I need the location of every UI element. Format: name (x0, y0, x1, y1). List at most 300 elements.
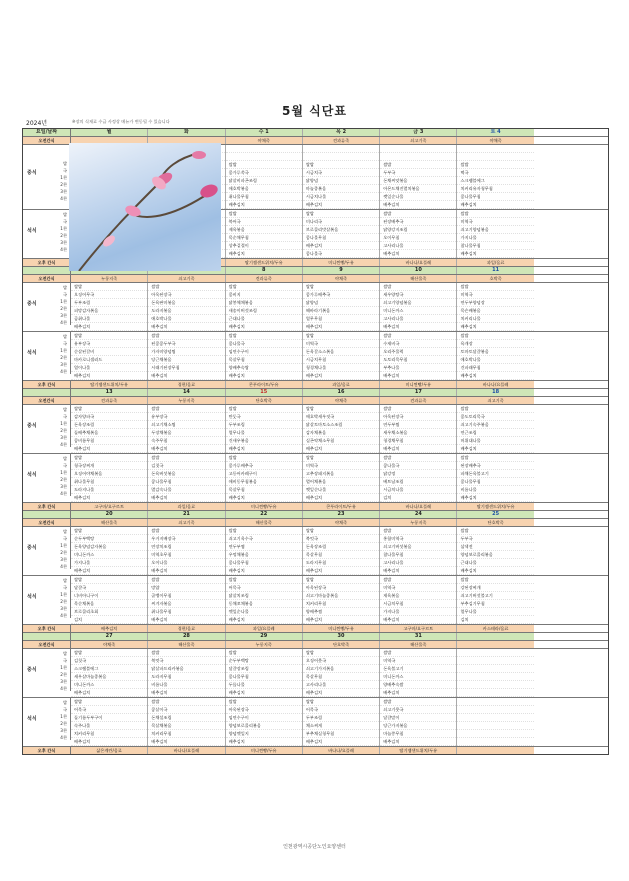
menu-item: 배추김치 (148, 494, 224, 502)
menu-item: 깻잎순나물 (380, 193, 456, 201)
menu-item: 배추김치 (71, 567, 147, 575)
dinner-block (23, 576, 608, 625)
menu-item: 두릅나물 (226, 681, 302, 689)
menu-item: 쌀밥 (148, 698, 224, 706)
dinner-day-cell (303, 454, 380, 502)
meal-line-label: 3찬 (60, 606, 67, 611)
menu-item: 달걀장조림 (226, 665, 302, 673)
dinner-label: 석식 (27, 472, 37, 478)
menu-item: 배추김치 (303, 494, 379, 502)
menu-item: 배추김치 (226, 494, 302, 502)
menu-item: 배추김치 (380, 250, 456, 258)
meal-line-label: 밥 (62, 285, 67, 290)
menu-item: 닭양념 (303, 299, 379, 307)
menu-item: 쇠고기마늘종볶음 (303, 592, 379, 600)
day-header: 13 (71, 389, 148, 396)
day-header: 25 (457, 511, 533, 518)
menu-item: 열무나물 (457, 608, 533, 616)
menu-item: 스크램블에그 (71, 665, 147, 673)
menu-item (303, 145, 379, 153)
morning-snack-cell: 야채죽 (457, 137, 533, 144)
meal-line-label (60, 146, 67, 153)
menu-item: 청경채무침 (380, 437, 456, 445)
menu-item: 닭살토마토소스조림 (303, 421, 379, 429)
afternoon-snack-cell: 바나나/요플레 (148, 747, 225, 754)
menu-item: 애호박새우젓국 (303, 413, 379, 421)
year-label: 2024년 (26, 120, 48, 127)
menu-item: 닭살치조림 (226, 592, 302, 600)
meal-line-label: 1찬 (60, 299, 67, 304)
menu-item: 쌀밥 (380, 649, 456, 657)
menu-item: 시금치국 (303, 169, 379, 177)
menu-item: 배추김치 (380, 689, 456, 697)
menu-item: 북어국 (226, 218, 302, 226)
menu-item: 애호박볶음 (226, 185, 302, 193)
menu-item: 순두부백탕 (226, 657, 302, 665)
dinner-day-cell (303, 332, 380, 380)
menu-item: 마늘쫑무침 (380, 730, 456, 738)
menu-item: 배추김치 (226, 323, 302, 331)
menu-item: 연장치조림 (148, 543, 224, 551)
morning-snack-cell: 견과류죽 (71, 397, 148, 404)
menu-item: 우엉채볶음 (226, 551, 302, 559)
lunch-label-cell (23, 283, 71, 325)
menu-item: 브로콜리초회 (71, 608, 147, 616)
menu-item: 배추김치 (380, 616, 456, 624)
menu-item: 양배추숙쌈 (380, 681, 456, 689)
meal-line-labels (60, 455, 67, 496)
morning-snack-label: 오전간식 (23, 275, 71, 282)
morning-snack-cell: 호박죽 (457, 275, 533, 282)
menu-item: 쌀밥 (303, 332, 379, 340)
menu-item: 새송이버섯조림 (226, 307, 302, 315)
menu-item (226, 153, 302, 161)
menu-item: 배추김치 (226, 616, 302, 624)
menu-item: 두부조림 (303, 714, 379, 722)
menu-item: 된장배추국 (457, 462, 533, 470)
menu-item: 연두부찜 (380, 421, 456, 429)
dinner-block (23, 454, 608, 503)
menu-item: 임연수구이 (226, 714, 302, 722)
afternoon-snack-cell: 과일/음료 (148, 503, 225, 510)
menu-item: 쌀밥 (457, 454, 533, 462)
afternoon-snack-cell: 딸기잼샌드위치/두유 (226, 259, 303, 266)
menu-item: 오징어무국 (71, 291, 147, 299)
meal-line-label: 2찬 (60, 233, 67, 238)
menu-item (457, 657, 533, 665)
menu-item: 두장채볶음 (148, 429, 224, 437)
menu-item: 쌀밥 (148, 527, 224, 535)
lunch-day-cell (457, 405, 533, 453)
meal-line-label: 4찬 (60, 613, 67, 618)
meal-line-label: 3찬 (60, 679, 67, 684)
menu-item: 순살된갈비 (71, 348, 147, 356)
meal-line-label: 3찬 (60, 728, 67, 733)
meal-line-label: 4찬 (60, 369, 67, 374)
menu-item: 고사리나물 (303, 681, 379, 689)
morning-snack-label: 오전간식 (23, 397, 71, 404)
lunch-day-cell (303, 283, 380, 331)
morning-snack-row (23, 641, 608, 649)
menu-item: 청경채나물 (303, 364, 379, 372)
menu-item: 배추김치 (148, 372, 224, 380)
dinner-day-cell (148, 698, 225, 746)
menu-item (457, 730, 533, 738)
menu-item: 된장배추국 (380, 218, 456, 226)
dinner-day-cell (380, 698, 457, 746)
dinner-day-cell (71, 698, 148, 746)
menu-item: 쌀밥 (226, 527, 302, 535)
menu-item: 도토리묵무침 (380, 356, 456, 364)
menu-item: 도라지나물 (71, 486, 147, 494)
dinner-day-cell (303, 576, 380, 624)
menu-item: 쌀밥 (148, 649, 224, 657)
week-header-row (23, 633, 608, 641)
dinner-day-cell (226, 698, 303, 746)
menu-item: 순두부백탕 (71, 535, 147, 543)
afternoon-snack-cell: 경편/음료 (148, 381, 225, 388)
morning-snack-cell: 단호박죽 (226, 397, 303, 404)
lunch-day-cell (71, 405, 148, 453)
menu-item: 만둣국 (226, 413, 302, 421)
menu-item: 쌀밥 (303, 405, 379, 413)
menu-item: 머위대나물 (457, 437, 533, 445)
menu-item: 너비아니구이 (71, 592, 147, 600)
menu-item: 가지나물 (457, 234, 533, 242)
lunch-day-cell (226, 649, 303, 697)
lunch-day-cell (380, 405, 457, 453)
menu-item: 쇠고기가지볶음 (303, 665, 379, 673)
menu-item: 시래기된장무침 (148, 364, 224, 372)
menu-item (457, 681, 533, 689)
menu-item: 배추김치 (148, 738, 224, 746)
menu-item: 쌀밥 (380, 161, 456, 169)
day-header: 월 (71, 129, 148, 136)
morning-snack-cell: 견과류죽 (303, 137, 380, 144)
menu-item: 참나물무침 (457, 242, 533, 250)
meal-line-label: 2찬 (60, 599, 67, 604)
meal-line-label: 국 (62, 707, 67, 712)
menu-item: 돌배추채볶음 (71, 429, 147, 437)
afternoon-snack-cell: 바나나/요플레 (457, 381, 533, 388)
menu-item (457, 738, 533, 746)
menu-item (457, 153, 533, 161)
menu-item: 베트남조림 (380, 478, 456, 486)
menu-item: 돈채설조림 (148, 714, 224, 722)
menu-item: 쌀밥 (380, 698, 456, 706)
day-header (457, 633, 533, 640)
menu-item: 배추김치 (457, 372, 533, 380)
menu-item: 가지나물 (71, 559, 147, 567)
menu-item: 목살무침 (226, 486, 302, 494)
meal-line-label: 2찬 (60, 672, 67, 677)
afternoon-snack-cell: 미니찐빵/두유 (303, 625, 380, 632)
dinner-day-cell (380, 576, 457, 624)
meal-line-label: 2찬 (60, 428, 67, 433)
afternoon-snack-cell: 바나나/요플레 (303, 747, 380, 754)
meal-line-labels (60, 528, 67, 569)
lunch-label: 중식 (27, 423, 37, 429)
menu-item: 북엇국 (303, 535, 379, 543)
dinner-day-cell (226, 210, 303, 258)
menu-item: 쌀밥 (380, 210, 456, 218)
morning-snack-cell: 단호박죽 (457, 519, 533, 526)
morning-snack-row (23, 275, 608, 283)
menu-item: 양념보로콜리볶음 (226, 722, 302, 730)
morning-snack-cell: 해산물죽 (71, 519, 148, 526)
menu-item: 배추김치 (457, 323, 533, 331)
menu-item: 쌀밥 (148, 332, 224, 340)
day-header: 화 (148, 129, 225, 136)
day-header: 22 (226, 511, 303, 518)
menu-item: 목살채볶음 (148, 722, 224, 730)
menu-item: 쌀밥 (457, 210, 533, 218)
menu-item: 쇠고기채소찜 (148, 421, 224, 429)
lunch-label: 중식 (27, 301, 37, 307)
menu-item: 유부장국 (71, 340, 147, 348)
lunch-day-cell (380, 649, 457, 697)
day-header: 31 (380, 633, 457, 640)
menu-item: 배추김치 (380, 567, 456, 575)
day-header: 30 (303, 633, 380, 640)
menu-item: 배추김치 (71, 689, 147, 697)
menu-item: 목슨배볶음 (457, 307, 533, 315)
menu-item: 실곤약채소무침 (303, 437, 379, 445)
day-header: 21 (148, 511, 225, 518)
menu-item: 아욱된장국 (226, 706, 302, 714)
meal-line-label: 밥 (62, 212, 67, 217)
menu-item: 콩도토리묵국 (457, 413, 533, 421)
menu-item: 쌀밥 (380, 283, 456, 291)
menu-item: 쌀밥 (226, 649, 302, 657)
lunch-day-cell (380, 283, 457, 331)
menu-item: 양념깻잎지 (226, 730, 302, 738)
menu-item: 쌀밥 (71, 527, 147, 535)
meal-line-label: 2찬 (60, 721, 67, 726)
meal-line-label: 1찬 (60, 175, 67, 180)
menu-item: 파채돈육불고기 (457, 470, 533, 478)
morning-snack-cell: 누룽지죽 (380, 519, 457, 526)
menu-item: 시금치무침 (303, 356, 379, 364)
menu-item: 열무나물 (226, 429, 302, 437)
menu-item: 쌀밥 (226, 210, 302, 218)
menu-item: 망얌 (148, 584, 224, 592)
menu-item: 홍합미역국 (380, 535, 456, 543)
dinner-label-cell (23, 698, 71, 740)
afternoon-snack-cell (457, 747, 533, 754)
morning-snack-cell: 해산물죽 (226, 519, 303, 526)
afternoon-snack-cell: 삶은계란/음료 (71, 747, 148, 754)
menu-item: 고사리나물 (380, 242, 456, 250)
menu-item: 애비동무침볶음 (226, 478, 302, 486)
week-header-row (23, 389, 608, 397)
menu-item: 배추김치 (226, 445, 302, 453)
meal-line-label: 국 (62, 292, 67, 297)
menu-item: 배추김치 (457, 445, 533, 453)
lunch-day-cell (148, 283, 225, 331)
menu-item: 목살무침 (226, 356, 302, 364)
menu-item: 열이나물 (71, 364, 147, 372)
dinner-label: 석식 (27, 228, 37, 234)
morning-snack-cell: 누룽지죽 (148, 397, 225, 404)
menu-item (457, 665, 533, 673)
morning-snack-cell: 야채죽 (226, 137, 303, 144)
menu-item: 돈채씨앗볶음 (380, 177, 456, 185)
menu-item: 마늘종볶음 (303, 185, 379, 193)
menu-item: 배추김치 (303, 242, 379, 250)
menu-item: 치커리무침 (71, 730, 147, 738)
meal-line-label: 국 (62, 585, 67, 590)
dinner-day-cell (457, 332, 533, 380)
menu-sheet (22, 22, 607, 862)
day-header: 수 1 (226, 129, 303, 136)
lunch-day-cell (226, 145, 303, 209)
afternoon-snack-row (23, 625, 608, 633)
meal-line-label: 밥 (62, 407, 67, 412)
meal-line-label (60, 153, 67, 160)
afternoon-snack-cell: 딸기잼샌드위치/두유 (457, 503, 533, 510)
menu-item: 브로콜리맛살볶음 (303, 226, 379, 234)
lunch-day-cell (226, 527, 303, 575)
morning-snack-cell: 누룽지죽 (226, 641, 303, 648)
meal-line-label: 1찬 (60, 226, 67, 231)
menu-item: 닭살비파곤조림 (226, 177, 302, 185)
weekday-header-label (23, 389, 71, 396)
menu-item: 배추김치 (71, 738, 147, 746)
menu-item: 돈육판미볶음 (148, 299, 224, 307)
menu-item (380, 153, 456, 161)
menu-item (457, 673, 533, 681)
menu-item: 쇠고기양념볶음 (457, 226, 533, 234)
menu-item: 쌀밥 (148, 454, 224, 462)
day-header: 28 (148, 633, 225, 640)
menu-item: 아욱된장국 (148, 291, 224, 299)
menu-item: 동채꼬채볶음 (226, 600, 302, 608)
menu-item (457, 649, 533, 657)
meal-line-label: 밥 (62, 578, 67, 583)
menu-item: 미니돈까스 (71, 681, 147, 689)
magnolia-illustration (69, 143, 221, 271)
menu-item: 배추김치 (457, 201, 533, 209)
meal-line-labels (60, 333, 67, 374)
menu-item: 달걀국 (71, 584, 147, 592)
menu-item: 감자양파국 (71, 413, 147, 421)
menu-item: 임연수구이 (226, 348, 302, 356)
menu-item: 콩나물무침 (226, 559, 302, 567)
menu-item: 마카로니샐러드 (71, 356, 147, 364)
menu-item: 오징어뭇국 (303, 657, 379, 665)
menu-item: 토마토달걀볶음 (457, 348, 533, 356)
lunch-day-cell (457, 145, 533, 209)
dinner-day-cell (226, 576, 303, 624)
day-header: 15 (226, 389, 303, 396)
menu-item: 미니돈까스 (71, 551, 147, 559)
menu-item: 된콩콩두부국 (148, 340, 224, 348)
morning-snack-label: 오전간식 (23, 641, 71, 648)
menu-item: 비름나물 (457, 486, 533, 494)
menu-item: 치커리유자청무침 (457, 185, 533, 193)
menu-item: 쌀밥 (148, 405, 224, 413)
menu-item: 양배추숙쌈 (226, 364, 302, 372)
meal-line-labels (60, 406, 67, 447)
menu-item: 미역초무침 (148, 551, 224, 559)
menu-item: 아욱된장국 (380, 413, 456, 421)
menu-item: 쌀밥 (71, 576, 147, 584)
day-header: 18 (457, 389, 533, 396)
lunch-block (23, 283, 608, 332)
menu-item: 해바라기볶음 (303, 307, 379, 315)
menu-item: 도라지볶음 (148, 307, 224, 315)
menu-item: 쌀밥 (303, 161, 379, 169)
morning-snack-cell: 쇠고기죽 (380, 137, 457, 144)
lunch-label-cell (23, 405, 71, 447)
day-header: 금 3 (380, 129, 457, 136)
meal-line-label: 1찬 (60, 665, 67, 670)
meal-line-labels (60, 577, 67, 618)
menu-item: 목순채무침 (226, 234, 302, 242)
weekday-header-label (23, 633, 71, 640)
menu-item (457, 689, 533, 697)
menu-item: 양념보로콜리볶음 (457, 551, 533, 559)
menu-item: 닭살파프리카볶음 (148, 665, 224, 673)
morning-snack-cell: 견과류죽 (380, 397, 457, 404)
menu-item: 쌀밥 (71, 698, 147, 706)
menu-item: 참나물무침 (380, 551, 456, 559)
menu-item: 감자채볶음 (303, 429, 379, 437)
meal-line-label: 국 (62, 536, 67, 541)
menu-item: 목순채볶음 (71, 600, 147, 608)
morning-snack-cell: 해산물죽 (380, 641, 457, 648)
menu-item: 콩가루배추국 (303, 291, 379, 299)
day-header: 29 (226, 633, 303, 640)
menu-item: 가자미양념찜 (148, 348, 224, 356)
menu-item: 쌀밥 (148, 283, 224, 291)
menu-item: 쌀밥 (226, 283, 302, 291)
afternoon-snack-cell: 과일/음료 (457, 259, 533, 266)
dinner-day-cell (457, 576, 533, 624)
dinner-label: 석식 (27, 350, 37, 356)
menu-item: 치커리나물 (457, 315, 533, 323)
menu-item: 당근가지볶음 (380, 722, 456, 730)
afternoon-snack-cell: 콘푸라이트/두유 (226, 381, 303, 388)
afternoon-snack-cell: 고구마/요구르트 (380, 625, 457, 632)
menu-item (457, 145, 533, 153)
lunch-label-cell (23, 145, 71, 201)
menu-item: 당근채볶음 (148, 356, 224, 364)
afternoon-snack-cell: 딸기잼샌드위치/두유 (380, 747, 457, 754)
menu-item: 상추겉절이 (226, 242, 302, 250)
meal-line-label: 1찬 (60, 470, 67, 475)
day-header: 토 4 (457, 129, 533, 136)
menu-item: 고사리나물 (380, 559, 456, 567)
menu-item: 쌀밥 (380, 527, 456, 535)
menu-item: 깻잎순나물 (226, 608, 302, 616)
lunch-day-cell (457, 283, 533, 331)
afternoon-snack-row (23, 381, 608, 389)
menu-item: 치커리무침 (303, 600, 379, 608)
morning-snack-cell: 쇠고기죽 (148, 275, 225, 282)
menu-item: 미역국 (457, 291, 533, 299)
dinner-day-cell (148, 332, 225, 380)
dinner-day-cell (71, 576, 148, 624)
meal-line-label: 밥 (62, 651, 67, 656)
day-header: 14 (148, 389, 225, 396)
meal-line-labels (60, 284, 67, 325)
menu-item: 북엇국 (148, 657, 224, 665)
dinner-label-cell (23, 576, 71, 618)
menu-item: 취나물무침 (148, 608, 224, 616)
menu-item: 김치 (380, 494, 456, 502)
